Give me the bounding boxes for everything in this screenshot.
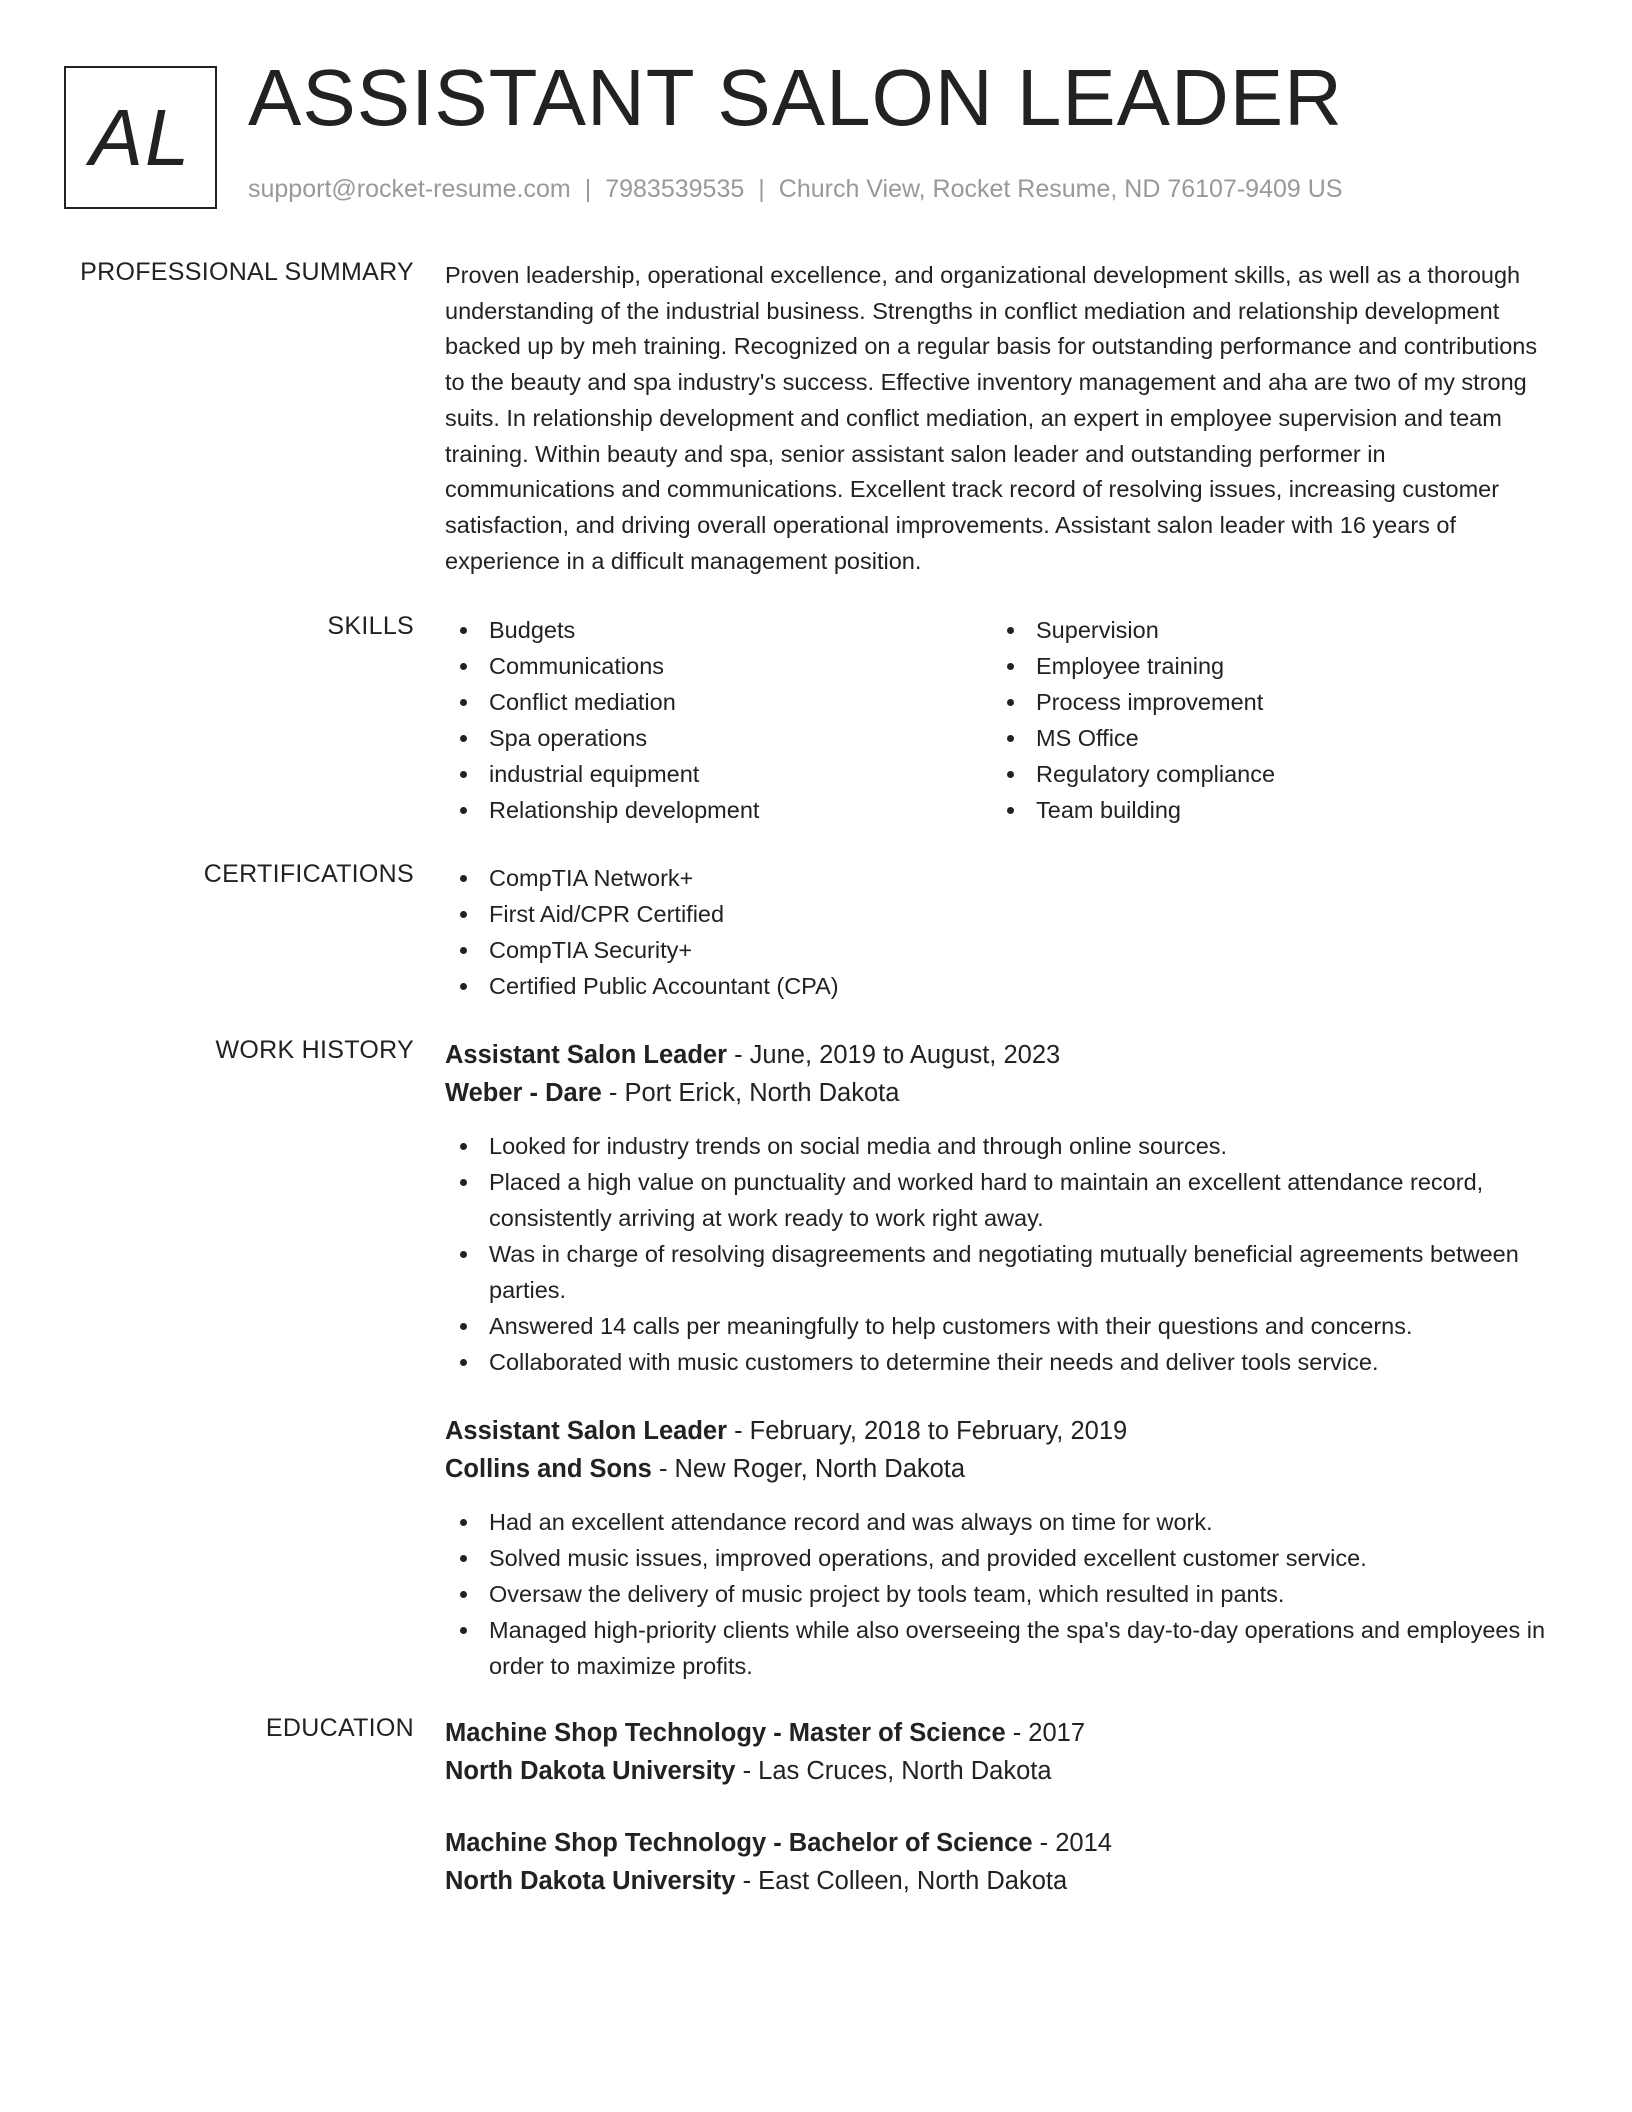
job-duty: Collaborated with music customers to determine their needs and deliver tools service. <box>445 1344 1560 1380</box>
section-label-work-history: WORK HISTORY <box>215 1036 414 1064</box>
work-history-entries <box>445 1036 1560 1716</box>
job-duty: Solved music issues, improved operations, and provided excellent customer service. <box>445 1540 1560 1576</box>
skills-column-1 <box>445 612 992 828</box>
job-company: Weber - Dare <box>445 1079 602 1107</box>
education-year: - 2017 <box>1005 1719 1086 1747</box>
skill-item: Relationship development <box>445 792 992 828</box>
education-entry <box>445 1714 1560 1790</box>
certification-item: CompTIA Network+ <box>445 860 1560 896</box>
contact-line <box>248 175 1342 204</box>
skill-item: Budgets <box>445 612 992 648</box>
section-label-certifications: CERTIFICATIONS <box>203 860 414 888</box>
certification-item: CompTIA Security+ <box>445 932 1560 968</box>
summary-text: Proven leadership, operational excellence, and organizational development skills, as well as a thorough understanding of the industrial business. Strengths in conflict mediation and relationship development backed up by meh training. Recognized on a regular basis for outstanding performance and contributions to the beauty and spa industry's success. Effective inventory management and aha are two of my strong suits. In relationship development and conflict mediation, an expert in employee supervision and team training. Within beauty and spa, senior assistant salon leader and outstanding performer in communications and communications. Excellent track record of resolving issues, increasing customer satisfaction, and driving overall operational improvements. Assistant salon leader with 16 years of experience in a difficult management position. <box>445 262 1538 574</box>
job-dates: - June, 2019 to August, 2023 <box>727 1041 1061 1069</box>
initials-monogram <box>64 66 217 209</box>
skill-item: Communications <box>445 648 992 684</box>
contact-phone: 7983539535 <box>605 175 745 203</box>
contact-separator: | <box>584 175 592 203</box>
job-duty: Oversaw the delivery of music project by tools team, which resulted in pants. <box>445 1576 1560 1612</box>
certifications-list <box>445 860 1560 1004</box>
education-location: - East Colleen, North Dakota <box>735 1867 1068 1895</box>
education-year: - 2014 <box>1032 1829 1112 1857</box>
education-school: North Dakota University <box>445 1867 736 1895</box>
job-entry <box>445 1412 1560 1684</box>
skills-column-2 <box>992 612 1539 828</box>
skill-item: Regulatory compliance <box>992 756 1539 792</box>
skill-item: industrial equipment <box>445 756 992 792</box>
education-heading <box>445 1714 1560 1752</box>
initials-text: AL <box>89 92 192 182</box>
job-duty: Had an excellent attendance record and was always on time for work. <box>445 1504 1560 1540</box>
job-duty: Looked for industry trends on social media and through online sources. <box>445 1128 1560 1164</box>
skill-item: MS Office <box>992 720 1539 756</box>
certification-item: Certified Public Accountant (CPA) <box>445 968 1560 1004</box>
education-institution <box>445 1752 1560 1790</box>
job-duties <box>445 1504 1560 1684</box>
education-entries <box>445 1714 1560 1932</box>
job-title: Assistant Salon Leader <box>445 1041 728 1069</box>
resume-title: ASSISTANT SALON LEADER <box>248 53 1343 142</box>
education-school: North Dakota University <box>445 1757 736 1785</box>
section-label-education: EDUCATION <box>265 1714 414 1742</box>
job-duty: Answered 14 calls per meaningfully to help customers with their questions and concerns. <box>445 1308 1560 1344</box>
job-heading <box>445 1412 1560 1450</box>
education-heading <box>445 1824 1560 1862</box>
education-degree: Machine Shop Technology - Bachelor of Science <box>445 1829 1033 1857</box>
contact-email: support@rocket-resume.com <box>248 175 571 203</box>
job-location: - New Roger, North Dakota <box>651 1455 966 1483</box>
skill-item: Employee training <box>992 648 1539 684</box>
skill-item: Supervision <box>992 612 1539 648</box>
skill-item: Process improvement <box>992 684 1539 720</box>
contact-separator: | <box>758 175 765 203</box>
job-employer <box>445 1074 1560 1112</box>
job-location: - Port Erick, North Dakota <box>601 1079 900 1107</box>
skills-list <box>445 612 1560 828</box>
education-location: - Las Cruces, North Dakota <box>735 1757 1052 1785</box>
section-label-summary: PROFESSIONAL SUMMARY <box>80 258 414 286</box>
certification-item: First Aid/CPR Certified <box>445 896 1560 932</box>
section-label-skills: SKILLS <box>327 612 414 640</box>
job-dates: - February, 2018 to February, 2019 <box>727 1417 1128 1445</box>
job-entry <box>445 1036 1560 1380</box>
job-title: Assistant Salon Leader <box>445 1417 728 1445</box>
job-company: Collins and Sons <box>445 1455 652 1483</box>
job-duty: Was in charge of resolving disagreements and negotiating mutually beneficial agreements between parties. <box>445 1236 1560 1308</box>
job-duties <box>445 1128 1560 1380</box>
education-entry <box>445 1824 1560 1900</box>
job-duty: Placed a high value on punctuality and worked hard to maintain an excellent attendance record, consistently arriving at work ready to work right away. <box>445 1164 1560 1236</box>
skill-item: Conflict mediation <box>445 684 992 720</box>
skill-item: Team building <box>992 792 1539 828</box>
contact-address: Church View, Rocket Resume, ND 76107-9409 US <box>778 175 1343 203</box>
education-degree: Machine Shop Technology - Master of Science <box>445 1719 1006 1747</box>
education-institution <box>445 1862 1560 1900</box>
job-employer <box>445 1450 1560 1488</box>
skill-item: Spa operations <box>445 720 992 756</box>
job-duty: Managed high-priority clients while also overseeing the spa's day-to-day operations and employees in order to maximize profits. <box>445 1612 1560 1684</box>
job-heading <box>445 1036 1560 1074</box>
